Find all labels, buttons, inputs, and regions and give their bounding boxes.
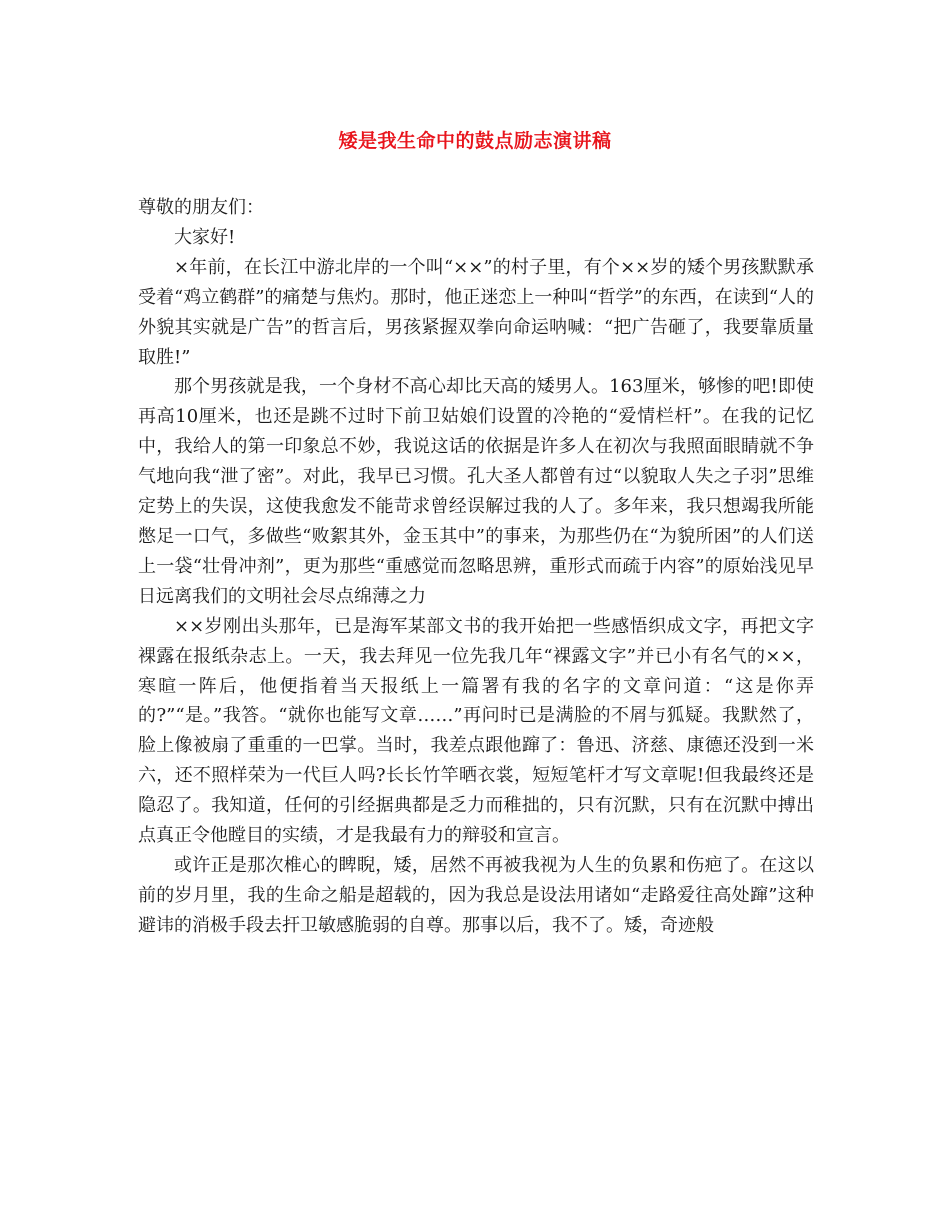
- document-body: [138, 193, 814, 941]
- paragraph-2: 那个男孩就是我，一个身材不高心却比天高的矮男人。163厘米，够惨的吧!即使再高10厘米，也还是跳不过时下前卫姑娘们设置的冷艳的“爱情栏杆”。在我的记忆中，我给人的第一印象总不妙，我说这话的依据是许多人在初次与我照面眼睛就不争气地向我“泄了密”。对此，我早已习惯。孔大圣人都曾有过“以貌取人失之子羽”思维定势上的失误，这使我愈发不能苛求曾经误解过我的人了。多年来，我只想竭我所能憋足一口气，多做些“败絮其外，金玉其中”的事来，为那些仍在“为貌所困”的人们送上一袋“壮骨冲剂”，更为那些“重感觉而忽略思辨，重形式而疏于内容”的原始浅见早日远离我们的文明社会尽点绵薄之力: [138, 376, 814, 607]
- salutation: 尊敬的朋友们：: [138, 197, 264, 218]
- paragraph-3: ××岁刚出头那年，已是海军某部文书的我开始把一些感悟织成文字，再把文字裸露在报纸杂志上。一天，我去拜见一位先我几年“裸露文字”并已小有名气的××，寒暄一阵后，他便指着当天报纸上一篇署有我的名字的文章问道：“这是你弄的?”“是。”我答。“就你也能写文章……”再问时已是满脸的不屑与狐疑。我默然了，脸上像被扇了重重的一巴掌。当时，我差点跟他蹿了：鲁迅、济慈、康德还没到一米六，还不照样荣为一代巨人吗?长长竹竿晒衣裳，短短笔杆才写文章呢!但我最终还是隐忍了。我知道，任何的引经据典都是乏力而稚拙的，只有沉默，只有在沉默中搏出点真正令他瞠目的实绩，才是我最有力的辩驳和宣言。: [138, 615, 814, 847]
- paragraph-4: 或许正是那次椎心的睥睨，矮，居然不再被我视为人生的负累和伤疤了。在这以前的岁月里，我的生命之船是超载的，因为我总是设法用诸如“走路爱往高处蹿”这种避讳的消极手段去扞卫敏感脆弱的自尊。那事以后，我不了。矮，奇迹般: [138, 854, 814, 936]
- document-title: 矮是我生命中的鼓点励志演讲稿: [338, 130, 612, 152]
- paragraph-1: ×年前，在长江中游北岸的一个叫“××”的村子里，有个××岁的矮个男孩默默承受着“鸡立鹤群”的痛楚与焦灼。那时，他正迷恋上一种叫“哲学”的东西，在读到“人的外貌其实就是广告”的哲言后，男孩紧握双拳向命运呐喊：“把广告砸了，我要靠质量取胜!”: [138, 256, 815, 368]
- paragraph-greeting: 大家好!: [174, 226, 236, 248]
